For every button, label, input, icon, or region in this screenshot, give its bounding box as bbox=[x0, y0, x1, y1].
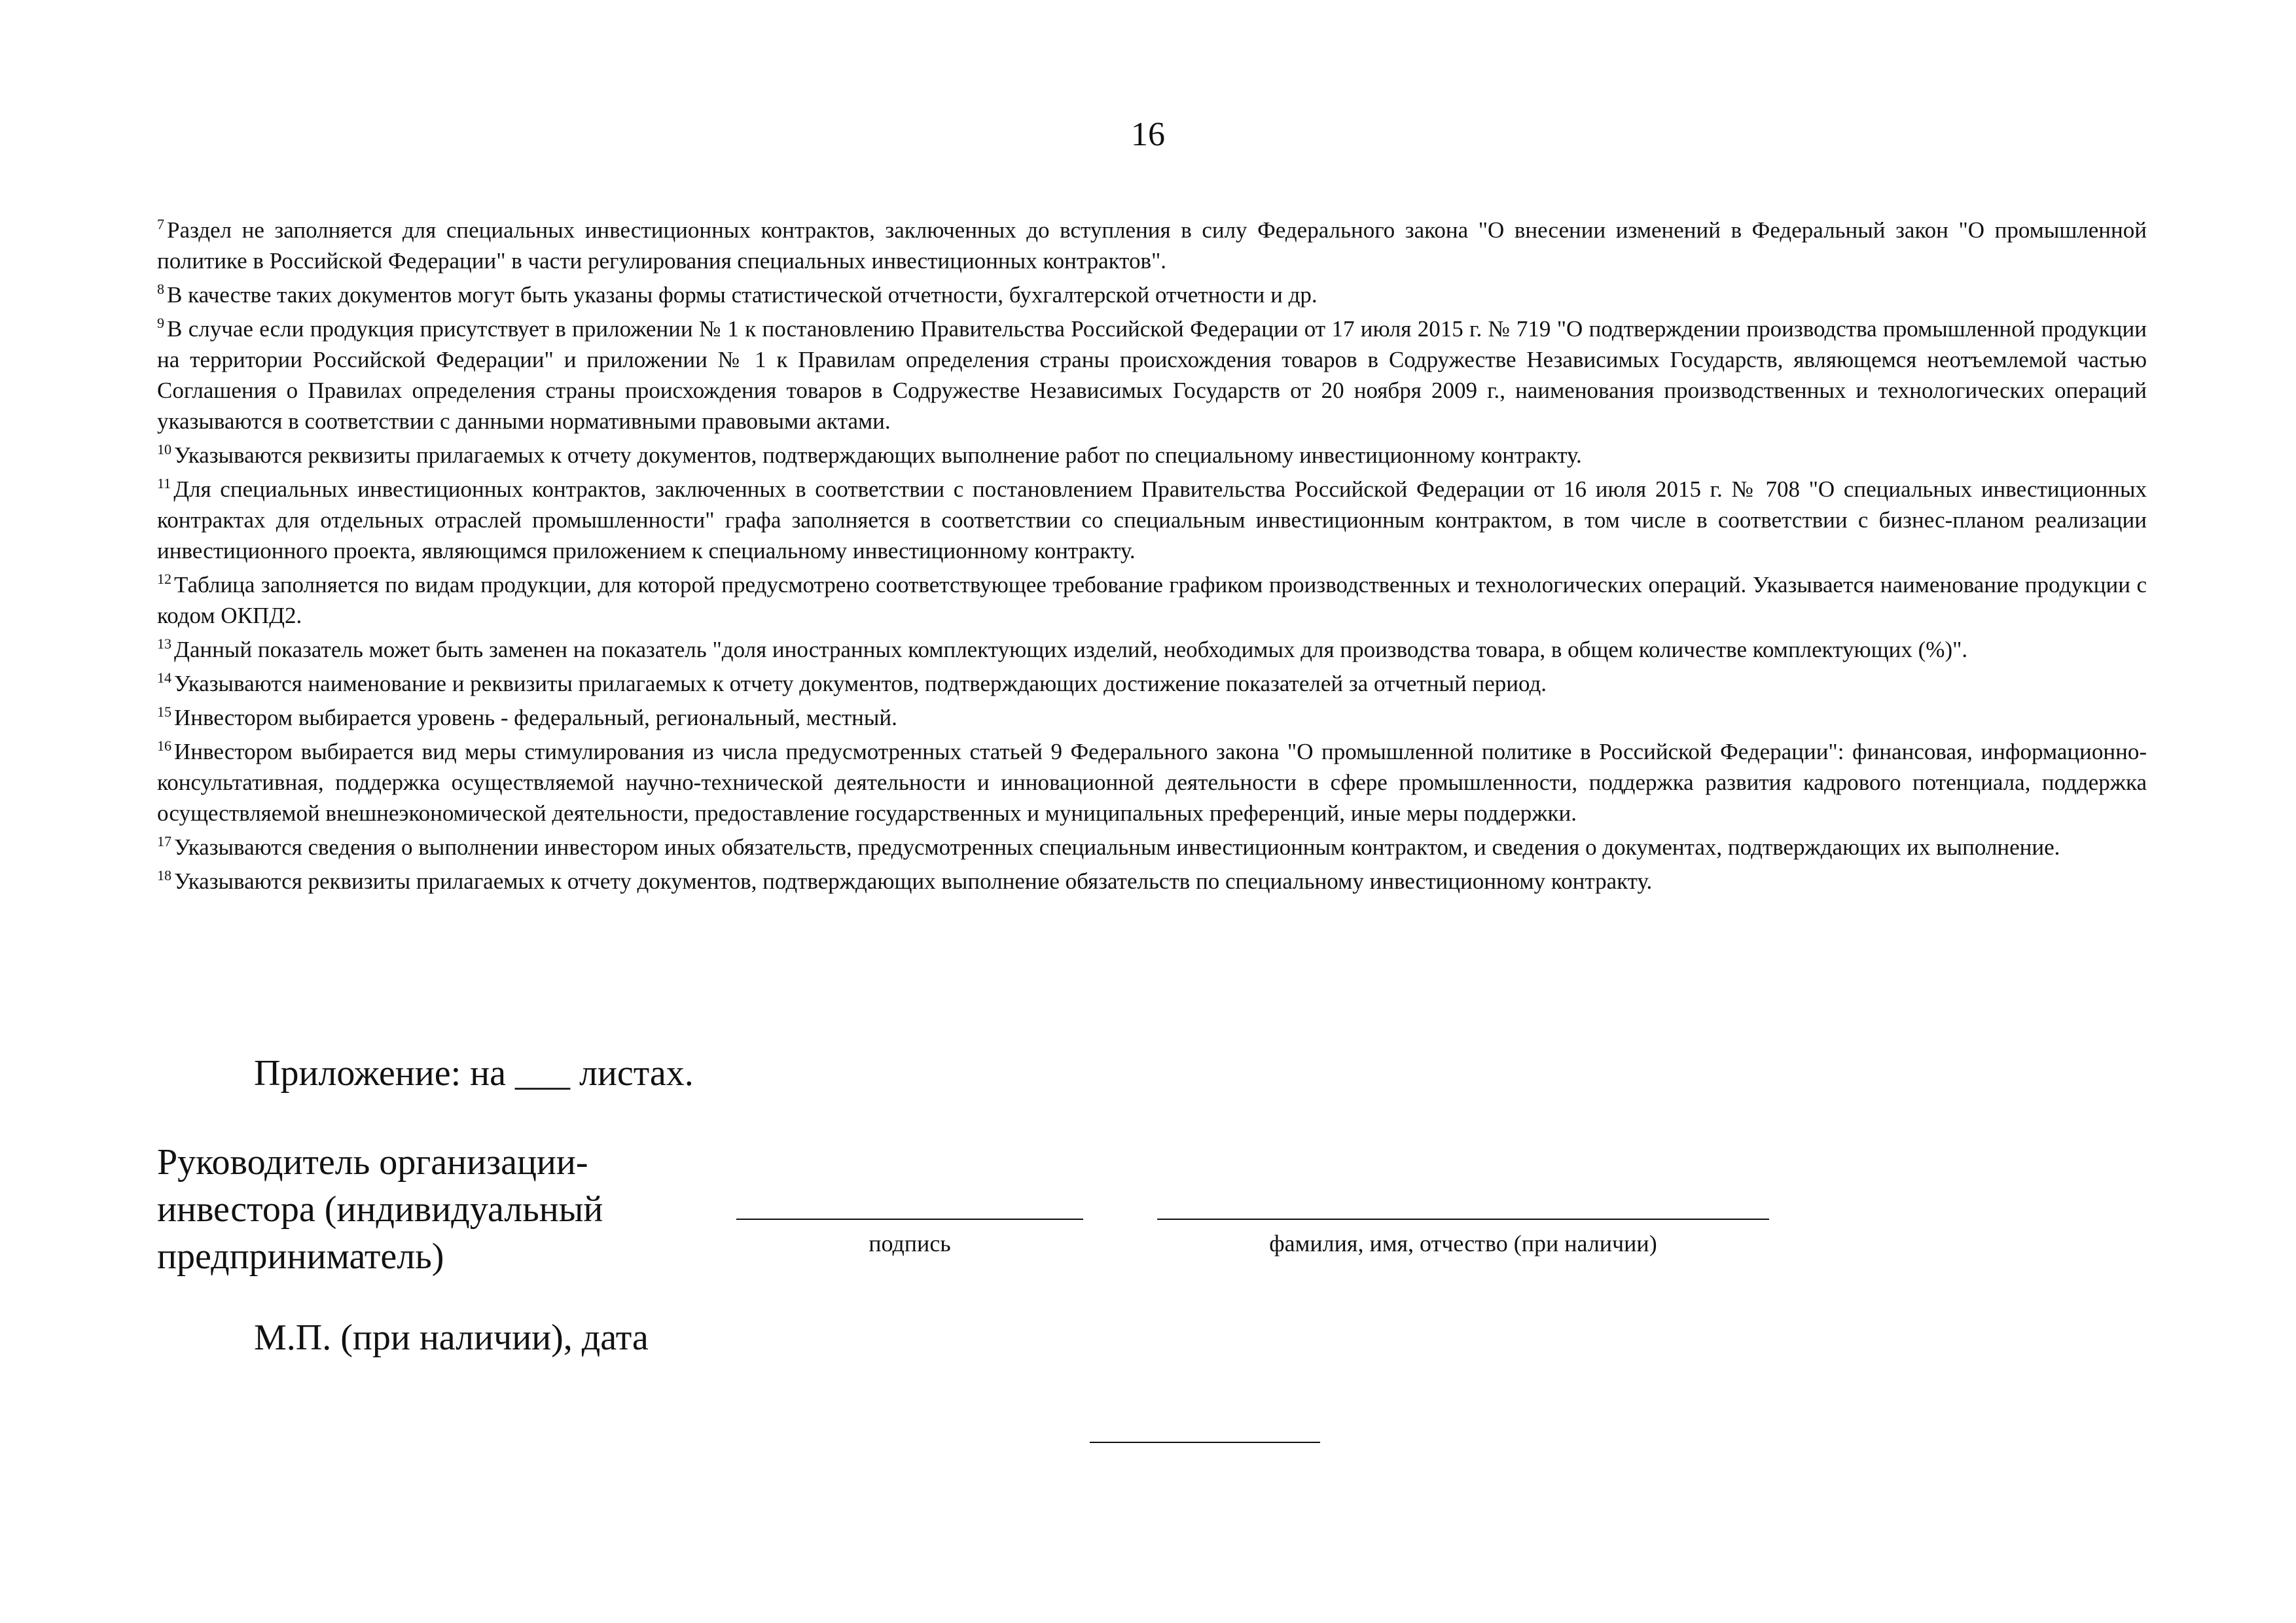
footnote-number: 18 bbox=[157, 867, 171, 883]
footnote-text: Таблица заполняется по видам продукции, для которой предусмотрено соответствующее требование графиком производственных и технологических операций. Указывается наименование продукции с кодом ОКПД2. bbox=[157, 572, 2147, 628]
signer-title: Руководитель организации-инвестора (индивидуальный предприниматель) bbox=[157, 1142, 603, 1277]
footnote-number: 15 bbox=[157, 704, 171, 720]
footnote bbox=[157, 736, 2147, 829]
footnote-number: 16 bbox=[157, 738, 171, 754]
footnote-text: Данный показатель может быть заменен на показатель "доля иностранных комплектующих изделий, необходимых для производства товара, в общем количестве комплектующих (%)". bbox=[174, 637, 1968, 662]
footnote bbox=[157, 634, 2147, 665]
page-number: 16 bbox=[1131, 116, 1165, 153]
full-name-field[interactable] bbox=[1157, 1219, 1769, 1257]
footnote-number: 12 bbox=[157, 571, 171, 587]
footnote bbox=[157, 474, 2147, 566]
footnote-text: В случае если продукция присутствует в приложении № 1 к постановлению Правительства Российской Федерации от 17 июля 2015 г. № 719 "О подтверждении производства промышленной продукции на территории Российской Федерации" и приложении № 1 к Правилам определения страны происхождения товаров в Содружестве Независимых Государств, являющемся неотъемлемой частью Соглашения о Правилах определения страны происхождения товаров в Содружестве Независимых Государств от 20 ноября 2009 г., наименования производственных и технологических операций указываются в соответствии с данными нормативными правовыми актами. bbox=[157, 316, 2147, 434]
footnote-number: 14 bbox=[157, 669, 171, 686]
full-name-line bbox=[1157, 1219, 1769, 1220]
footnote-text: Инвестором выбирается вид меры стимулирования из числа предусмотренных статьей 9 Федерального закона "О промышленной политике в Российской Федерации": финансовая, информационно-консультативная, поддержка осуществляемой научно-технической деятельности и инновационной деятельности в сфере промышленности, поддержка развития кадрового потенциала, поддержка осуществляемой внешнеэкономической деятельности, предоставление государственных и муниципальных преференций, иные меры поддержки. bbox=[157, 739, 2147, 826]
footnote bbox=[157, 440, 2147, 471]
footnote-number: 13 bbox=[157, 635, 171, 652]
footnote bbox=[157, 313, 2147, 437]
footnote-number: 7 bbox=[157, 216, 164, 232]
end-divider bbox=[1090, 1442, 1320, 1443]
footnotes-section bbox=[157, 215, 2147, 900]
footnote-number: 8 bbox=[157, 281, 164, 297]
footnote bbox=[157, 569, 2147, 631]
footnote-text: Инвестором выбирается уровень - федеральный, региональный, местный. bbox=[174, 705, 897, 730]
footnote-text: Раздел не заполняется для специальных инвестиционных контрактов, заключенных до вступления в силу Федерального закона "О внесении изменений в Федеральный закон "О промышленной политике в Российской Федерации" в части регулирования специальных инвестиционных контрактов". bbox=[157, 217, 2147, 274]
footnote bbox=[157, 668, 2147, 699]
stamp-date-line: М.П. (при наличии), дата bbox=[254, 1317, 649, 1358]
footnote bbox=[157, 866, 2147, 897]
footnote-text: Указываются наименование и реквизиты прилагаемых к отчету документов, подтверждающих достижение показателей за отчетный период. bbox=[174, 671, 1547, 696]
footnote-number: 10 bbox=[157, 441, 171, 457]
footnote bbox=[157, 215, 2147, 276]
attachment-line: Приложение: на ___ листах. bbox=[254, 1053, 694, 1094]
footnote-number: 11 bbox=[157, 475, 171, 491]
signature-caption: подпись bbox=[869, 1230, 951, 1257]
footnote-text: Указываются реквизиты прилагаемых к отчету документов, подтверждающих выполнение работ по специальному инвестиционному контракту. bbox=[174, 442, 1582, 468]
footnote-number: 9 bbox=[157, 315, 164, 331]
footnote-text: Указываются сведения о выполнении инвестором иных обязательств, предусмотренных специальным инвестиционным контрактом, и сведения о документах, подтверждающих их выполнение. bbox=[174, 834, 2060, 860]
signature-line bbox=[736, 1219, 1083, 1220]
footnote bbox=[157, 702, 2147, 733]
footnote-text: Для специальных инвестиционных контрактов, заключенных в соответствии с постановлением Правительства Российской Федерации от 16 июля 2015 г. № 708 "О специальных инвестиционных контрактах для отдельных отраслей промышленности" графа заполняется в соответствии со специальным инвестиционным контрактом, в том числе в соответствии с бизнес-планом реализации инвестиционного проекта, являющимся приложением к специальному инвестиционному контракту. bbox=[157, 476, 2147, 563]
full-name-caption: фамилия, имя, отчество (при наличии) bbox=[1269, 1230, 1657, 1257]
signature-field[interactable] bbox=[736, 1219, 1083, 1257]
footnote-text: Указываются реквизиты прилагаемых к отчету документов, подтверждающих выполнение обязательств по специальному инвестиционному контракту. bbox=[174, 868, 1653, 894]
footnote-text: В качестве таких документов могут быть указаны формы статистической отчетности, бухгалтерской отчетности и др. bbox=[167, 282, 1318, 308]
footnote bbox=[157, 832, 2147, 863]
footnote-number: 17 bbox=[157, 833, 171, 849]
footnote bbox=[157, 279, 2147, 310]
